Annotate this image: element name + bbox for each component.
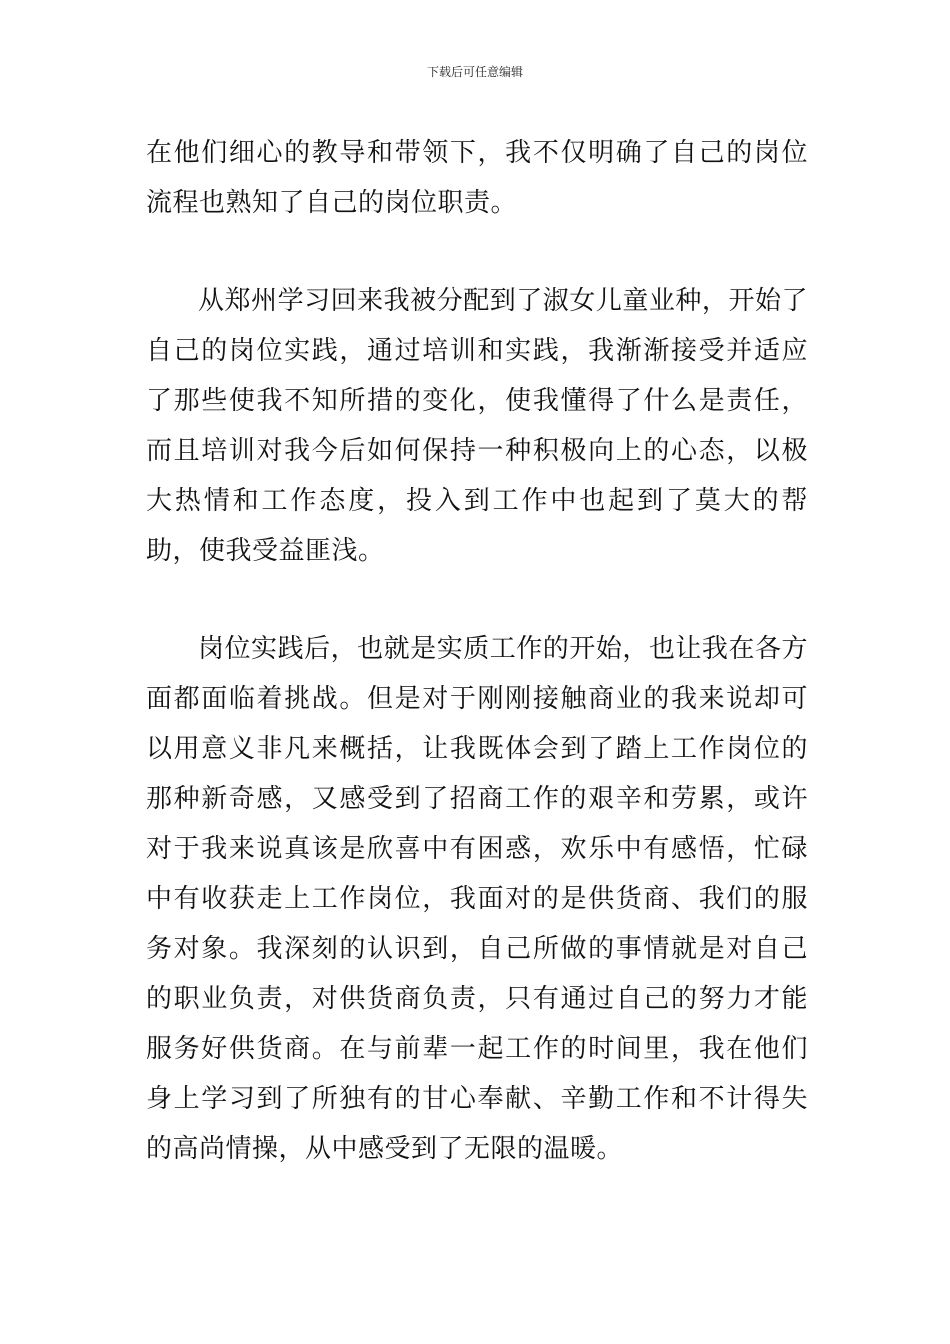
paragraph-3: 岗位实践后，也就是实质工作的开始，也让我在各方面都面临着挑战。但是对于刚刚接触商业的我来说却可以用意义非凡来概括，让我既体会到了踏上工作岗位的那种新奇感，又感受到了招商工作的艰辛和劳累，或许对于我来说真该是欣喜中有困惑，欢乐中有感悟，忙碌中有收获走上工作岗位，我面对的是供货商、我们的服务对象。我深刻的认识到，自己所做的事情就是对自己的职业负责，对供货商负责，只有通过自己的努力才能服务好供货商。在与前辈一起工作的时间里，我在他们身上学习到了所独有的甘心奉献、辛勤工作和不计得失的高尚情操，从中感受到了无限的温暖。 [146, 634, 808, 1164]
page-header: 下载后可任意编辑 [426, 65, 523, 79]
paragraph-2: 从郑州学习回来我被分配到了淑女儿童业种，开始了自己的岗位实践，通过培训和实践，我渐渐接受并适应了那些使我不知所措的变化，使我懂得了什么是责任，而且培训对我今后如何保持一种积极向上的心态，以极大热情和工作态度，投入到工作中也起到了莫大的帮助，使我受益匪浅。 [146, 286, 808, 566]
paragraph-1: 在他们细心的教导和带领下，我不仅明确了自己的岗位流程也熟知了自己的岗位职责。 [146, 138, 808, 218]
document-body [146, 128, 808, 1174]
